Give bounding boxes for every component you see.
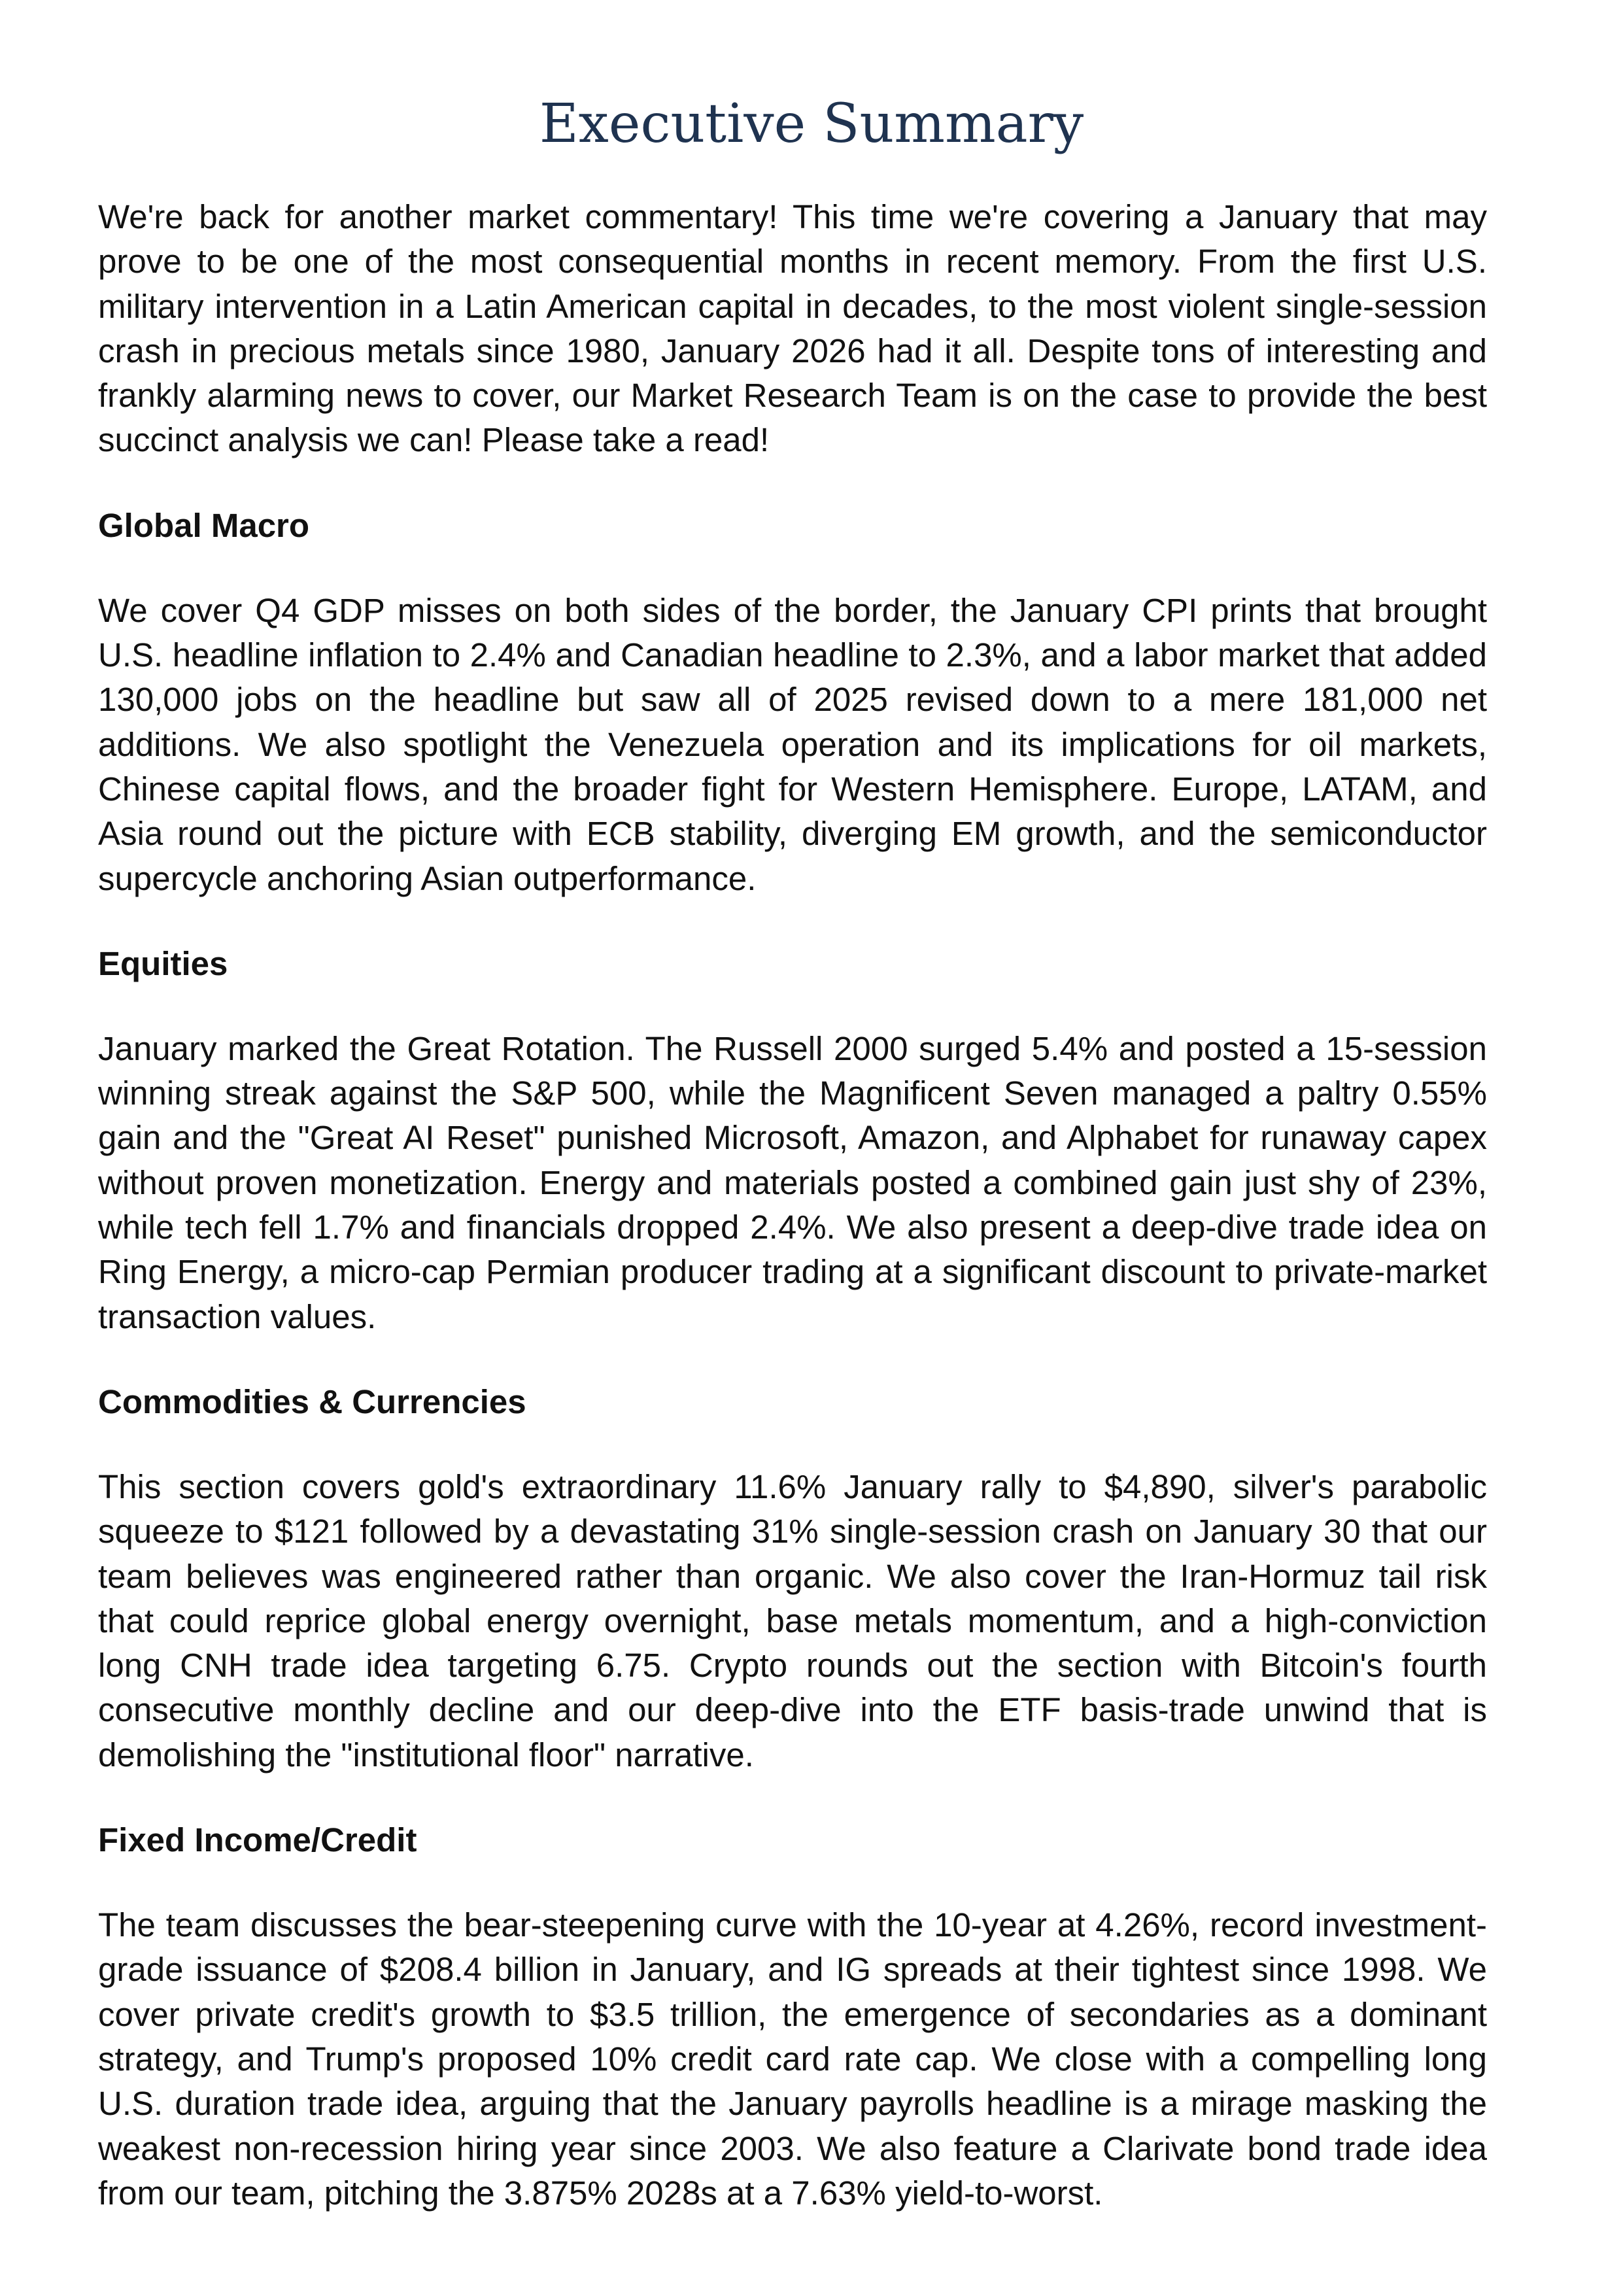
page-title: Executive Summary xyxy=(539,93,1084,155)
intro-paragraph: We're back for another market commentary! This time we're covering a January that may prove to be one of the most consequential months in recent memory. From the first U.S. military intervention in a Latin American capital in decades, to the most violent single-session crash in precious metals since 1980, January 2026 had it all. Despite tons of interesting and frankly alarming news to cover, our Market Research Team is on the case to provide the best succinct analysis we can! Please take a read! xyxy=(98,198,1487,459)
section-heading-equities: Equities xyxy=(98,944,228,982)
section-heading-global-macro: Global Macro xyxy=(98,506,310,544)
section-body-global-macro: We cover Q4 GDP misses on both sides of the border, the January CPI prints that brought U.S. headline inflation to 2.4% and Canadian headline to 2.3%, and a labor market that added 130,000 jobs on the headline but saw all of 2025 revised down to a mere 181,000 net additions. We also spotlight the Venezuela operation and its implications for oil markets, Chinese capital flows, and the broader fight for Western Hemisphere. Europe, LATAM, and Asia round out the picture with ECB stability, diverging EM growth, and the semiconductor supercycle anchoring Asian outperformance. xyxy=(98,591,1487,897)
section-body-commodities-currencies: This section covers gold's extraordinary 11.6% January rally to $4,890, silver's parabolic squeeze to $121 followed by a devastating 31% single-session crash on January 30 that our team believes was engineered rather than organic. We also cover the Iran-Hormuz tail risk that could reprice global energy overnight, base metals momentum, and a high-conviction long CNH trade idea targeting 6.75. Crypto rounds out the section with Bitcoin's fourth consecutive monthly decline and our deep-dive into the ETF basis-trade unwind that is demolishing the "institutional floor" narrative. xyxy=(98,1467,1487,1773)
section-heading-fixed-income-credit: Fixed Income/Credit xyxy=(98,1821,417,1859)
section-body-fixed-income-credit: The team discusses the bear-steepening curve with the 10-year at 4.26%, record investment-grade issuance of $208.4 billion in January, and IG spreads at their tightest since 1998. We cover private credit's growth to $3.5 trillion, the emergence of secondaries as a dominant strategy, and Trump's proposed 10% credit card rate cap. We close with a compelling long U.S. duration trade idea, arguing that the January payrolls headline is a mirage masking the weakest non-recession hiring year since 2003. We also feature a Clarivate bond trade idea from our team, pitching the 3.875% 2028s at a 7.63% yield-to-worst. xyxy=(98,1906,1487,2212)
summary-body xyxy=(98,195,1487,2216)
section-heading-commodities-currencies: Commodities & Currencies xyxy=(98,1382,526,1420)
section-body-equities: January marked the Great Rotation. The Russell 2000 surged 5.4% and posted a 15-session winning streak against the S&P 500, while the Magnificent Seven managed a paltry 0.55% gain and the "Great AI Reset" punished Microsoft, Amazon, and Alphabet for runaway capex without proven monetization. Energy and materials posted a combined gain just shy of 23%, while tech fell 1.7% and financials dropped 2.4%. We also present a deep-dive trade idea on Ring Energy, a micro-cap Permian producer trading at a significant discount to private-market transaction values. xyxy=(98,1029,1487,1335)
